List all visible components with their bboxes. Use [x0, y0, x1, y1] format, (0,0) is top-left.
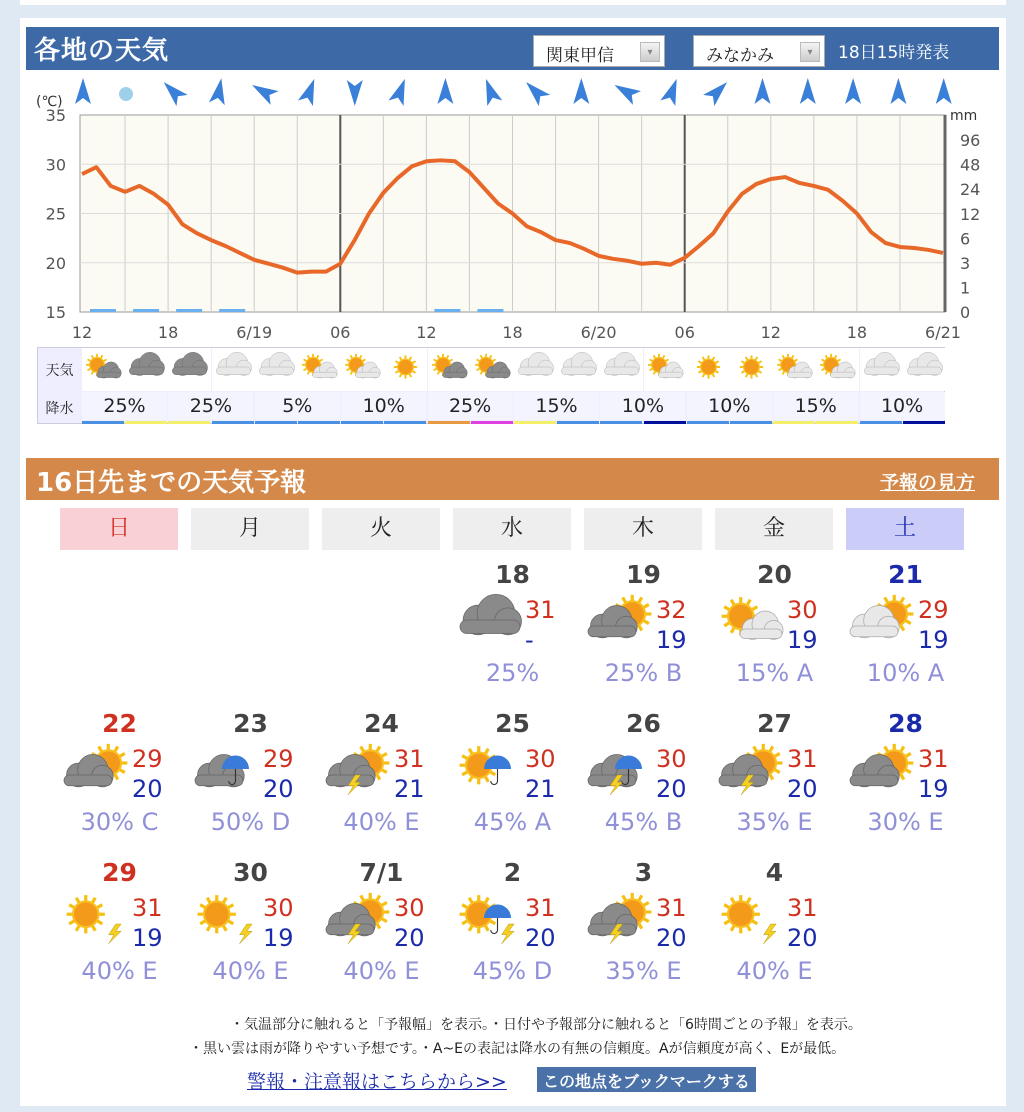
precip-probability: 40% E [343, 957, 420, 985]
dcloud-sun-thunder-icon [583, 888, 659, 952]
low-temp: 19 [918, 626, 949, 654]
weather-row-label: 天気 [45, 363, 74, 379]
x-tick: 12 [760, 323, 781, 342]
day-date: 21 [888, 560, 923, 589]
wind-arrow-icon [890, 78, 906, 104]
precip-bar [219, 309, 245, 312]
thunder-icon [109, 924, 122, 944]
precip-color-bar [471, 421, 513, 424]
precip-color-bar [773, 421, 815, 424]
precip-tick: 96 [960, 131, 981, 150]
low-temp: 19 [656, 626, 687, 654]
chevron-down-icon: ▾ [800, 42, 820, 62]
sun-icon [740, 355, 763, 378]
cloud-icon [216, 352, 251, 375]
high-temp: 31 [525, 596, 556, 624]
wind-arrow-icon [437, 78, 453, 104]
precip-cell: 25% [82, 392, 167, 420]
wind-arrow-icon [610, 78, 641, 105]
low-temp: 19 [787, 626, 818, 654]
weather-cell[interactable] [125, 348, 168, 391]
precip-probability: 40% E [343, 808, 420, 836]
cloud-icon [514, 348, 557, 386]
weather-cell[interactable] [341, 348, 384, 391]
wind-arrow-icon [298, 76, 322, 106]
weather-table [37, 347, 945, 424]
sun-icon [198, 895, 236, 933]
precip-color-bar [341, 421, 383, 424]
sun-dcloud-icon [428, 348, 471, 386]
thunder-icon [240, 924, 253, 944]
high-temp: 30 [525, 745, 556, 773]
day-date: 23 [233, 709, 268, 738]
sun-cloud-icon [644, 348, 687, 386]
precip-color-bar [514, 421, 556, 424]
precip-tick: 24 [960, 180, 981, 200]
x-tick: 18 [157, 323, 179, 342]
dark-cloud-icon [460, 594, 522, 635]
forecast-day[interactable] [185, 858, 316, 998]
sun-thunder-icon [714, 888, 790, 952]
day-date: 27 [757, 709, 792, 738]
low-temp: 20 [525, 924, 556, 952]
precip-color-bar [255, 421, 297, 424]
high-temp: 30 [263, 894, 294, 922]
sun-icon [394, 355, 417, 378]
precip-tick: 0 [960, 303, 971, 323]
wind-arrow-icon [209, 77, 229, 105]
x-tick: 6/21 [925, 323, 961, 342]
chevron-down-icon: ▾ [640, 42, 660, 62]
wind-arrow-icon [75, 78, 91, 104]
precip-probability: 30% C [80, 808, 159, 836]
forecast-day[interactable] [54, 709, 185, 849]
sun-icon [687, 348, 730, 386]
weekday-header: 火 [322, 508, 440, 550]
precip-probability: 50% D [210, 808, 291, 836]
weather-cell[interactable] [255, 348, 298, 391]
sun-dcloud-icon [471, 348, 514, 386]
wind-arrow-icon [388, 76, 412, 106]
precip-color-bar [816, 421, 858, 424]
calm-icon [119, 87, 133, 101]
weather-cell[interactable] [557, 348, 600, 391]
x-tick: 18 [502, 323, 523, 342]
precip-color-bar [903, 421, 945, 424]
precip-probability: 45% A [473, 808, 552, 836]
low-temp: 20 [787, 775, 818, 803]
weekday-header: 日 [60, 508, 178, 550]
weather-cell[interactable] [687, 348, 730, 391]
precip-tick: 12 [960, 204, 981, 224]
day-date: 29 [102, 858, 137, 887]
weather-cell[interactable] [644, 348, 687, 391]
temp-tick: 35 [45, 106, 66, 125]
day-date: 22 [102, 709, 137, 738]
precip-probability: 40% E [736, 957, 813, 985]
forecast-day[interactable] [54, 858, 185, 998]
precip-cell: 5% [255, 392, 340, 420]
day-date: 20 [757, 560, 792, 589]
weather-cell[interactable] [903, 348, 946, 391]
precip-probability: 40% E [212, 957, 289, 985]
precip-probability: 25% [485, 659, 540, 687]
precip-color-bar [298, 421, 340, 424]
x-tick: 06 [330, 323, 351, 342]
temp-tick: 15 [45, 303, 66, 322]
precip-tick: 1 [960, 278, 971, 298]
sun-thunder-icon [190, 888, 266, 952]
sun-cloud-icon [298, 348, 341, 386]
weather-cell[interactable] [773, 348, 816, 391]
dcloud-sun-icon [845, 739, 921, 803]
weather-cell[interactable] [82, 348, 125, 391]
day-date: 30 [233, 858, 268, 887]
cloud-icon [864, 352, 899, 375]
weather-cell[interactable] [514, 348, 557, 391]
precip-cell: 15% [773, 392, 858, 420]
sun-cloud-icon [714, 590, 790, 654]
day-date: 7/1 [359, 858, 404, 887]
sun-umbrella-thunder-icon [452, 888, 528, 952]
cloud-icon [605, 352, 640, 375]
precip-bar [133, 309, 159, 312]
weather-cell[interactable] [384, 348, 427, 391]
weather-cell[interactable] [298, 348, 341, 391]
x-tick: 12 [71, 323, 93, 342]
day-date: 26 [626, 709, 661, 738]
precip-probability: 45% D [472, 957, 553, 985]
issued-time: 18日15時発表 [838, 43, 950, 63]
sun-cloud-icon [816, 348, 859, 386]
x-tick: 12 [416, 323, 437, 342]
low-temp: 21 [394, 775, 425, 803]
high-temp: 32 [656, 596, 687, 624]
dark-cloud-icon [129, 352, 164, 375]
forecast-title: 16日先までの天気予報 [36, 468, 307, 498]
weekday-header: 水 [453, 508, 571, 550]
sun-cloud-icon [773, 348, 816, 386]
wind-arrow-icon [478, 76, 502, 106]
day-date: 19 [626, 560, 661, 589]
low-temp: 20 [656, 775, 687, 803]
precip-tick: 6 [960, 229, 971, 249]
high-temp: 31 [787, 745, 818, 773]
note-1: ・気温部分に触れると「予報幅」を表示。・日付や予報部分に触れると「6時間ごとの予報」を表示。 [230, 1017, 862, 1033]
wind-arrow-icon [845, 78, 861, 104]
high-temp: 30 [787, 596, 818, 624]
dcloud-sun-thunder-icon [714, 739, 790, 803]
forecast-day[interactable] [709, 858, 840, 998]
precip-color-bar [730, 421, 772, 424]
forecast-day[interactable] [840, 560, 971, 700]
low-temp: 20 [787, 924, 818, 952]
precip-color-bar [428, 421, 470, 424]
temp-tick: 25 [45, 204, 66, 224]
sun-icon [384, 348, 427, 386]
high-temp: 31 [918, 745, 949, 773]
dcloud-umbrella-icon [190, 739, 266, 803]
weekday-header: 月 [191, 508, 309, 550]
dcloud-umbrella-thunder-icon [583, 739, 659, 803]
precip-probability: 45% B [604, 808, 683, 836]
high-temp: 31 [787, 894, 818, 922]
precip-row-label: 降水 [45, 401, 74, 417]
dcloud-icon [168, 348, 211, 386]
wind-arrow-icon [520, 76, 550, 106]
precip-color-bar [125, 421, 167, 424]
high-temp: 31 [132, 894, 163, 922]
sun-icon [697, 355, 720, 378]
dcloud-sun-icon [583, 590, 659, 654]
weather-cell[interactable] [730, 348, 773, 391]
precip-bar [477, 309, 503, 312]
wind-arrow-icon [347, 80, 363, 106]
wind-arrow-icon [660, 76, 684, 106]
high-temp: 29 [263, 745, 294, 773]
high-temp: 29 [918, 596, 949, 624]
precip-color-bar [644, 421, 686, 424]
wind-arrow-icon [703, 76, 733, 106]
high-temp: 29 [132, 745, 163, 773]
forecast-day[interactable] [709, 560, 840, 700]
precip-tick: 48 [960, 155, 981, 175]
precip-color-bar [168, 421, 210, 424]
sun-dcloud-icon [82, 348, 125, 386]
cloud-icon [903, 348, 946, 386]
precip-tick: 3 [960, 254, 971, 273]
forecast-day[interactable] [447, 858, 578, 998]
day-date: 24 [364, 709, 399, 738]
bookmark-button[interactable]: この地点をブックマークする [537, 1067, 756, 1092]
precip-probability: 35% E [736, 808, 813, 836]
forecast-day[interactable] [709, 709, 840, 849]
high-temp: 30 [656, 745, 687, 773]
temp-tick: 20 [45, 253, 66, 273]
weather-cell[interactable] [168, 348, 211, 391]
precip-color-bar [600, 421, 642, 424]
forecast-day[interactable] [447, 709, 578, 849]
day-date: 18 [495, 560, 530, 589]
sun-umbrella-icon [452, 739, 528, 803]
dcloud-sun-thunder-icon [321, 888, 397, 952]
weather-cell[interactable] [212, 348, 255, 391]
precip-color-bar [860, 421, 902, 424]
x-tick: 18 [846, 323, 868, 342]
low-temp: 19 [918, 775, 949, 803]
precip-probability: 15% A [735, 659, 814, 687]
dcloud-sun-thunder-icon [321, 739, 397, 803]
region-value: 関東甲信 [546, 46, 614, 66]
cloud-icon [212, 348, 255, 386]
low-temp: 20 [656, 924, 687, 952]
weather-cell[interactable] [816, 348, 859, 391]
precip-unit: mm [950, 108, 978, 124]
low-temp: 20 [263, 775, 294, 803]
weather-cell[interactable] [600, 348, 643, 391]
cloud-icon [907, 352, 942, 375]
dcloud-sun-icon [59, 739, 135, 803]
precip-color-bar [687, 421, 729, 424]
precip-color-bar [82, 421, 124, 424]
temp-tick: 30 [45, 155, 66, 175]
cloud-icon [600, 348, 643, 386]
wind-arrow-icon [248, 78, 279, 105]
weather-cell[interactable] [471, 348, 514, 391]
x-tick: 6/19 [236, 323, 273, 342]
forecast-day[interactable] [185, 709, 316, 849]
precip-probability: 25% B [604, 659, 683, 687]
dark-cloud-icon [173, 352, 208, 375]
cloud-icon [255, 348, 298, 386]
precip-cell: 10% [687, 392, 772, 420]
precip-bar [90, 309, 116, 312]
weather-cell[interactable] [860, 348, 903, 391]
forecast-day[interactable] [578, 560, 709, 700]
wind-arrow-icon [800, 78, 816, 104]
precip-cell: 10% [860, 392, 945, 420]
cloud-icon [557, 348, 600, 386]
precip-color-bar [212, 421, 254, 424]
precip-cell: 15% [514, 392, 599, 420]
forecast-day[interactable] [578, 709, 709, 849]
low-temp: 21 [525, 775, 556, 803]
forecast-day[interactable] [447, 560, 578, 700]
weekday-header: 土 [846, 508, 964, 550]
precip-cell: 25% [168, 392, 253, 420]
low-temp: 19 [263, 924, 294, 952]
precip-bar [434, 309, 460, 312]
cloud-icon [561, 352, 596, 375]
low-temp: 20 [394, 924, 425, 952]
forecast-day[interactable] [316, 709, 447, 849]
day-date: 25 [495, 709, 530, 738]
low-temp: - [525, 626, 534, 654]
weekday-header: 金 [715, 508, 833, 550]
wind-arrow-icon [573, 78, 589, 104]
sun-icon [730, 348, 773, 386]
low-temp: 19 [132, 924, 163, 952]
thunder-icon [764, 924, 777, 944]
precip-cell: 10% [341, 392, 426, 420]
note-2: ・黒い雲は雨が降りやすい予想です。・A~Eの表記は降水の有無の信頼度。Aが信頼度が高く、Eが最低。 [189, 1041, 846, 1057]
cloud-icon [518, 352, 553, 375]
high-temp: 31 [525, 894, 556, 922]
precip-color-bar [384, 421, 426, 424]
high-temp: 30 [394, 894, 425, 922]
high-temp: 31 [394, 745, 425, 773]
howto-link[interactable]: 予報の見方 [880, 472, 976, 494]
cloud-icon [860, 348, 903, 386]
precip-bar [176, 309, 202, 312]
precip-cell: 10% [600, 392, 685, 420]
weather-cell[interactable] [428, 348, 471, 391]
weekday-header: 木 [584, 508, 702, 550]
sun-thunder-icon [59, 888, 135, 952]
x-tick: 6/20 [580, 323, 617, 342]
sun-icon [722, 895, 760, 933]
temperature-chart [0, 0, 1024, 345]
temp-unit: (℃) [36, 94, 63, 110]
page-title: 各地の天気 [34, 36, 170, 66]
precip-color-bar [557, 421, 599, 424]
low-temp: 20 [132, 775, 163, 803]
forecast-day[interactable] [578, 858, 709, 998]
sun-icon [67, 895, 105, 933]
forecast-day[interactable] [316, 858, 447, 998]
wind-arrow-icon [158, 76, 188, 106]
dcloud-icon [452, 590, 528, 654]
day-date: 3 [634, 858, 653, 887]
precip-cell: 25% [428, 392, 513, 420]
x-tick: 06 [674, 323, 695, 342]
day-date: 28 [888, 709, 923, 738]
thunder-icon [502, 924, 515, 944]
day-date: 4 [765, 858, 784, 887]
cloud-icon [259, 352, 294, 375]
wind-arrow-icon [755, 78, 771, 104]
cloud-sun-icon [845, 590, 921, 654]
day-date: 2 [503, 858, 522, 887]
location-value: みなかみ [706, 46, 774, 66]
high-temp: 31 [656, 894, 687, 922]
wind-arrow-icon [936, 78, 952, 104]
forecast-day[interactable] [840, 709, 971, 849]
warning-link[interactable]: 警報・注意報はこちらから>> [247, 1071, 507, 1093]
precip-probability: 35% E [605, 957, 682, 985]
precip-probability: 40% E [81, 957, 158, 985]
precip-probability: 10% A [866, 659, 945, 687]
precip-probability: 30% E [867, 808, 944, 836]
sun-cloud-icon [341, 348, 384, 386]
dcloud-icon [125, 348, 168, 386]
